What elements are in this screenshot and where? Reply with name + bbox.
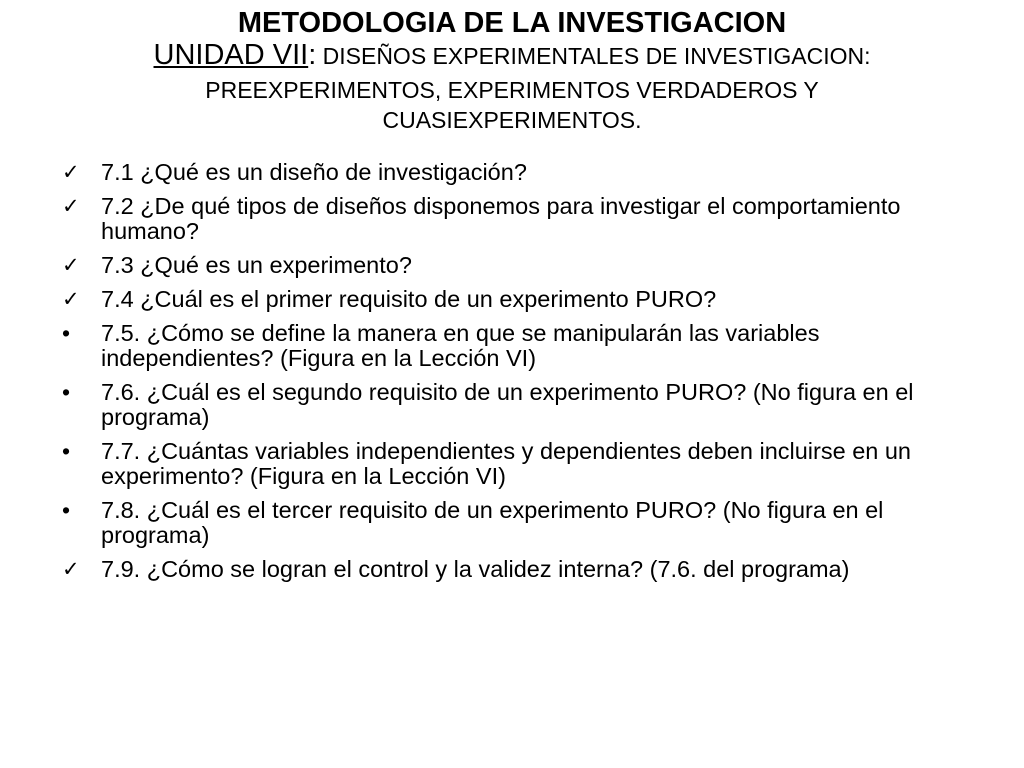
unit-label: UNIDAD VII <box>153 39 309 71</box>
list-item <box>62 160 992 185</box>
list-item-text: 7.8. ¿Cuál es el tercer requisito de un experimento PURO? (No figura en el programa) <box>101 497 884 548</box>
unit-subtitle-line2: PREEXPERIMENTOS, EXPERIMENTOS VERDADEROS Y <box>205 77 819 103</box>
list-item <box>62 287 992 312</box>
bullet-icon: • <box>62 438 71 464</box>
checkmark-icon: ✓ <box>62 557 80 581</box>
checkmark-icon: ✓ <box>62 287 80 311</box>
checkmark-icon: ✓ <box>62 194 80 218</box>
list-item-text: 7.4 ¿Cuál es el primer requisito de un experimento PURO? <box>101 286 717 312</box>
list-item <box>62 380 992 430</box>
list-item <box>62 439 992 489</box>
list-item <box>62 253 992 278</box>
bullet-icon: • <box>62 497 71 523</box>
unit-subtitle-line3: CUASIEXPERIMENTOS. <box>382 107 642 133</box>
list-item-text: 7.5. ¿Cómo se define la manera en que se manipularán las variables independientes? (Figura en la Lección VI) <box>101 320 820 371</box>
list-item-text: 7.9. ¿Cómo se logran el control y la validez interna? (7.6. del programa) <box>101 556 850 582</box>
unit-subtitle: DISEÑOS EXPERIMENTALES DE INVESTIGACION: <box>316 43 871 69</box>
topic-list <box>62 160 992 591</box>
list-item <box>62 321 992 371</box>
list-item-text: 7.1 ¿Qué es un diseño de investigación? <box>101 159 527 185</box>
bullet-icon: • <box>62 320 71 346</box>
list-item-text: 7.3 ¿Qué es un experimento? <box>101 252 412 278</box>
list-item-text: 7.2 ¿De qué tipos de diseños disponemos para investigar el comportamiento humano? <box>101 193 901 244</box>
checkmark-icon: ✓ <box>62 160 80 184</box>
unit-colon: : <box>308 39 317 71</box>
checkmark-icon: ✓ <box>62 253 80 277</box>
list-item-text: 7.6. ¿Cuál es el segundo requisito de un experimento PURO? (No figura en el programa) <box>101 379 914 430</box>
list-item <box>62 557 992 582</box>
list-item <box>62 498 992 548</box>
slide-title <box>40 6 984 135</box>
course-title: METODOLOGIA DE LA INVESTIGACION <box>237 7 787 39</box>
bullet-icon: • <box>62 379 71 405</box>
list-item-text: 7.7. ¿Cuántas variables independientes y dependientes deben incluirse en un experimento? (Figura en la Lección VI) <box>101 438 912 489</box>
unit-title-line <box>40 40 984 75</box>
list-item <box>62 194 992 244</box>
